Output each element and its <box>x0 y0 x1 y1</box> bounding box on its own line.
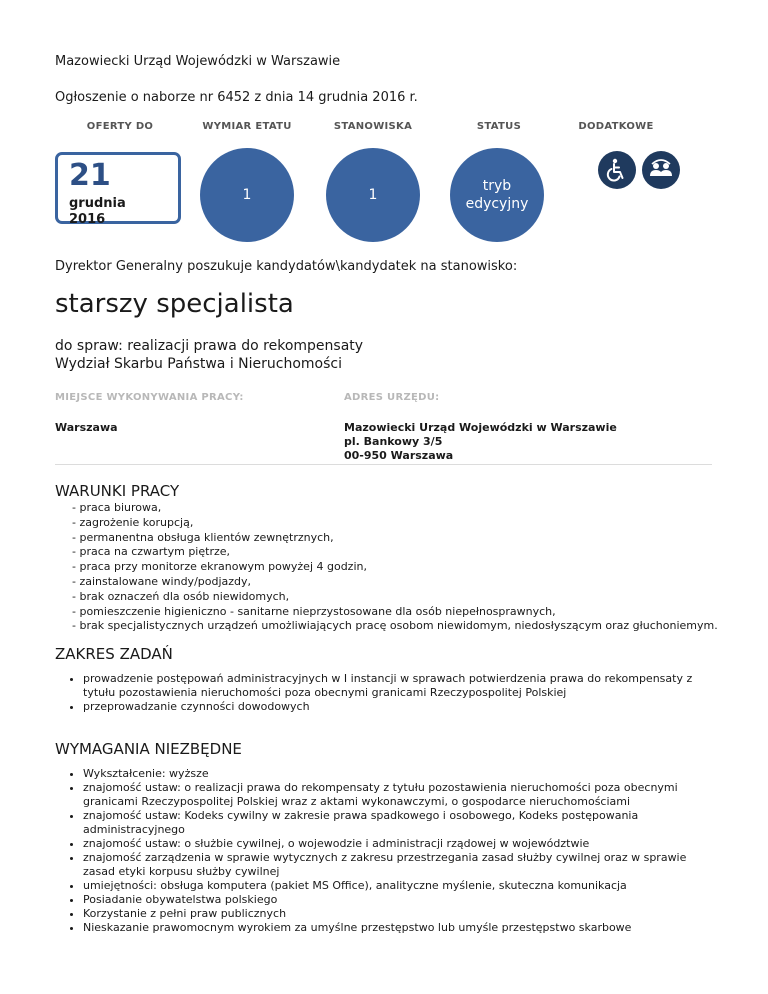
conditions-list <box>72 501 718 634</box>
list-item: • Korzystanie z pełni praw publicznych <box>83 907 719 921</box>
label-status: STATUS <box>476 121 522 132</box>
status-value: tryb edycyjny <box>465 178 529 212</box>
list-item: - zainstalowane windy/podjazdy, <box>72 574 252 588</box>
list-item: • prowadzenie postępowań administracyjnych w I instancji w sprawach potwierdzenia prawa do rekompensaty z tytułu pozostawienia nieruchomości poza obecnymi granicami Rzeczypospolitej Polskiej <box>83 672 719 700</box>
divider <box>55 464 712 465</box>
department: Wydział Skarbu Państwa i Nieruchomości <box>55 356 342 372</box>
list-item: - brak specjalistycznych urządzeń umożliwiających pracę osobom niewidomym, niedosłyszącym oraz głuchoniemym. <box>72 619 718 633</box>
deadline-box <box>55 152 181 227</box>
address-line: Mazowiecki Urząd Wojewódzki w Warszawie <box>344 421 617 434</box>
deadline-day: 21 <box>69 158 111 193</box>
address-line: 00-950 Warszawa <box>344 449 454 462</box>
office-address-label: ADRES URZĘDU: <box>344 392 440 403</box>
job-subtitle: do spraw: realizacji prawa do rekompensaty <box>55 338 364 354</box>
requirements-list <box>72 767 719 935</box>
office-name: Mazowiecki Urząd Wojewódzki w Warszawie <box>55 54 341 69</box>
deadline-month: grudnia <box>69 196 126 211</box>
list-item: • znajomość ustaw: Kodeks cywilny w zakresie prawa spadkowego i osobowego, Kodeks postępowania administracyjnego <box>83 809 719 837</box>
list-item: - praca przy monitorze ekranowym powyżej 4 godzin, <box>72 560 367 574</box>
list-item: - pomieszczenie higieniczno - sanitarne nieprzystosowane dla osób niepełnosprawnych, <box>72 604 556 618</box>
list-item: • znajomość ustaw: o służbie cywilnej, o wojewodzie i administracji rządowej w województwie <box>83 837 719 851</box>
users-icon <box>642 151 680 189</box>
label-hours: WYMIAR ETATU <box>202 121 292 132</box>
list-item: • znajomość ustaw: o realizacji prawa do rekompensaty z tytułu pozostawienia nieruchomości poza obecnymi granicami Rzeczypospolitej Polskiej wraz z aktami wykonawczymi, o gospodarce nieruchomościami <box>83 781 719 809</box>
positions-value: 1 <box>368 187 378 203</box>
list-item: • Nieskazanie prawomocnym wyrokiem za umyślne przestępstwo lub umyśle przestępstwo skarbowe <box>83 921 719 935</box>
duties-list <box>72 672 719 714</box>
list-item: • umiejętności: obsługa komputera (pakiet MS Office), analityczne myślenie, skuteczna komunikacja <box>83 879 719 893</box>
work-place-value: Warszawa <box>55 421 118 434</box>
status-bubble <box>450 148 544 242</box>
list-item: - brak oznaczeń dla osób niewidomych, <box>72 589 290 603</box>
list-item: - praca na czwartym piętrze, <box>72 545 231 559</box>
positions-bubble <box>326 148 420 242</box>
list-item: - praca biurowa, <box>72 501 162 514</box>
requirements-title: WYMAGANIA NIEZBĘDNE <box>55 740 242 758</box>
job-title: starszy specjalista <box>55 289 294 319</box>
label-positions: STANOWISKA <box>333 121 413 132</box>
list-item: • Posiadanie obywatelstwa polskiego <box>83 893 719 907</box>
list-item: • znajomość zarządzenia w sprawie wytycznych z zakresu przestrzegania zasad służby cywilnej oraz w sprawie zasad etyki korpusu służby cywilnej <box>83 851 719 879</box>
label-extra: DODATKOWE <box>578 121 654 132</box>
hours-bubble <box>200 148 294 242</box>
announcement-title: Ogłoszenie o naborze nr 6452 z dnia 14 grudnia 2016 r. <box>55 90 418 105</box>
wheelchair-icon <box>598 151 636 189</box>
list-item: • przeprowadzanie czynności dowodowych <box>83 700 719 714</box>
hours-value: 1 <box>242 187 252 203</box>
address-line: pl. Bankowy 3/5 <box>344 435 443 448</box>
list-item: - zagrożenie korupcją, <box>72 515 194 529</box>
list-item: - permanentna obsługa klientów zewnętrznych, <box>72 530 334 544</box>
work-place-label: MIEJSCE WYKONYWANIA PRACY: <box>55 392 244 403</box>
deadline-year: 2016 <box>69 212 106 227</box>
duties-title: ZAKRES ZADAŃ <box>55 645 173 663</box>
list-item: • Wykształcenie: wyższe <box>83 767 719 781</box>
label-deadline: OFERTY DO <box>86 121 154 132</box>
conditions-title: WARUNKI PRACY <box>55 482 180 500</box>
intro-text: Dyrektor Generalny poszukuje kandydatów\kandydatek na stanowisko: <box>55 259 518 274</box>
